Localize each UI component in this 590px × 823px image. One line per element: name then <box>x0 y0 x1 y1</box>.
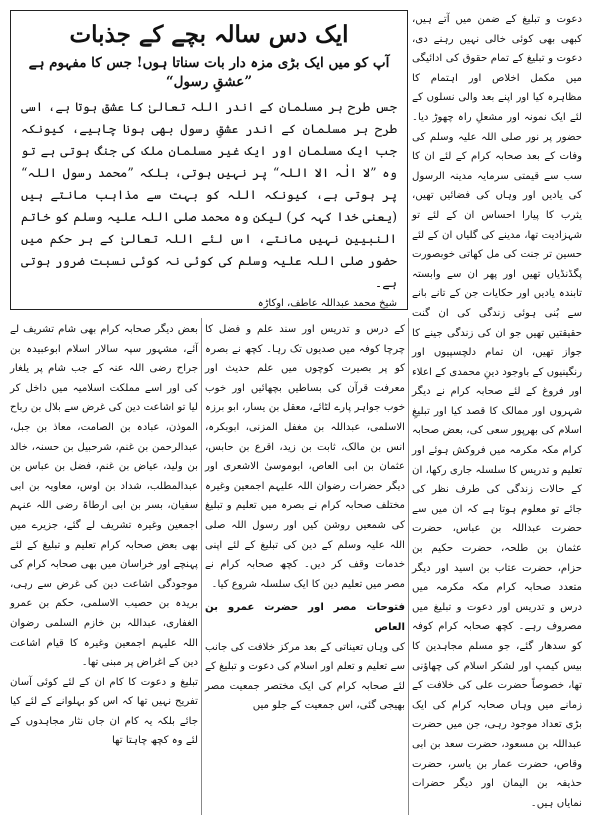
column-middle <box>205 320 405 815</box>
column-divider-right <box>408 318 409 815</box>
column-right-text: دعوت و تبلیغ کے ضمن میں آتے ہیں، کبھی بھی کوئی خالی نہیں رہنے دی، دعوت و تبلیغ کے تمام حقوق کی ادائیگی میں مکمل اخلاص اور اہتمام کا مظاہرہ کیا اور اپنے بعد والی نسلوں کے لئے ایک نمونہ اور مشعلِ راہ چھوڑ دیا۔ حضور پر نور صلی اللہ علیہ وسلم کی وفات کے بعد صحابہ کرام کے لئے ان کا سب سے قیمتی سرمایہ مدینہ الرسول کی یادیں اور وہاں کی فضائیں تھیں، یثرب کا پیارا احساس ان کے لئے تو شہزادیت تھا، مدینے کی گلیاں ان کے لئے حسین تر جنت کی مل کھاتی خوبصورت پگڈنڈیاں تھیں اور پھر ان سے وابستہ تابندہ یادیں اور حکایات جن کے تانے بانے سے بُنی ہوئی زندگی کی ان گنت حقیقتیں تھیں جو ان کی زندگی جینے کا جواز تھیں، ان تمام دلچسپیوں اور رنگینیوں کے باوجود دینِ محمدی کے اعلاء اور فروغ کے لئے صحابہ کرام نے دیگر شہروں اور ممالک کا قصد کیا اور تبلیغِ اسلام کی بھرپور سعی کی، بعض صحابہ کرام مکہ مکرمہ میں فروکش ہوئے اور تعلیم و تدریس کا سلسلہ جاری رکھا، ان کے حالات زندگی کی طرف نظر کی جائے تو معلوم ہوتا ہے کہ ان میں سے حضرت عبداللہ بن عباس، حضرت عثمان بن طلحہ، حضرت حکیم بن حزام، حضرت عتاب بن اسید اور دیگر متعدد صحابہ کرام مکہ مکرمہ میں درس و تدریس اور دعوت و تبلیغ میں مصروف رہے۔ کچھ صحابہ کرام کوفہ کو سدھار گئے، جو مسلم مجاہدین کا بیس کیمپ اور لشکر اسلام کی چھاؤنی تھا، خصوصاً حضرت علی کی خلافت کے زمانے میں وہاں صحابہ کرام کی ایک بڑی تعداد موجود رہی، جن میں حضرت عبداللہ بن مسعود، حضرت سعد بن ابی وقاص، حضرت عمار بن یاسر، حضرت حذیفہ بن الیمان اور دیگر حضرات نمایاں ہیں۔ <box>412 14 582 809</box>
article-body: جس طرح ہر مسلمان کے اندر اللہ تعالیٰ کا عشق ہوتا ہے، اسی طرح ہر مسلمان کے اندر عشقِ رسول بھی ہونا چاہیے، کیونکہ جب ایک مسلمان اور ایک غیر مسلمان ملک کی جنگ ہوتی ہے تو وہ ”لا الٰہ الا اللہ“ پر نہیں ہوتی، بلکہ ”محمد رسول اللہ“ پر ہوتی ہے، کیونکہ اللہ کو بہت سے مذاہب مانتے ہیں (یعنی خدا کہہ کر) لیکن وہ محمد صلی اللہ علیہ وسلم کو خاتم النبیین نہیں مانتے، اس لئے اللہ تعالیٰ کے ہر حکم میں حضور صلی اللہ علیہ وسلم کی کوئی نہ کوئی نسبت ضرور ہوتی ہے۔ <box>21 99 397 290</box>
column-middle-subheading: فتوحات مصر اور حضرت عمرو بن العاص <box>205 602 405 633</box>
column-left-tail: تبلیغ و دعوت کا کام ان کے لئے کوئی آسان تفریح نہیں تھا کہ اس کو بہلوانے کے لئے کیا جائے بلکہ یہ کام ان جاں نثار مجاہدوں کے لئے وہ کچھ چاہتا تھا <box>10 676 198 747</box>
article-lead: آپ کو میں ایک بڑی مزہ دار بات سناتا ہوں! جس کا مفہوم ہے ”عشقِ رسول“ <box>28 55 390 90</box>
article-byline: شیخ محمد عبداللہ عاطف، اوکاڑہ <box>257 298 397 309</box>
column-middle-tail: کی وہاں تعیناتی کے بعد مرکز خلافت کی جانب سے تعلیم و تعلم اور اسلام کی دعوت و تبلیغ کے لئے صحابہ کرام کی ایک مختصر جمعیت مصر بھیجی گئی، اس جمعیت کے جلو میں <box>205 641 405 712</box>
column-left-text: بعض دیگر صحابہ کرام بھی شام تشریف لے آئے، مشہور سپہ سالار اسلام ابوعبیدہ بن جراح رضی اللہ عنہ کے جب شام پر یلغار کی اور اسے مملکت اسلامیہ میں داخل کر لیا تو اشاعت دین کی غرض سے بلال بن رباح الموذن، عبادہ بن الصامت، معاذ بن جبل، عبدالرحمن بن غنم، شرحبیل بن حسنہ، خالد بن ولید، عیاض بن غنم، فضل بن عباس بن عبدالمطلب، شداد بن اوس، معاویہ بن ابی سفیان، بسر بن ابی ارطاۃ رضی اللہ عنہم اجمعین وغیرہ تشریف لے گئے، جزیرے میں بھی بعض صحابہ کرام تعلیم و تبلیغ کے لئے پہنچے اور خراسان میں بھی صحابہ کرام کی موجودگی اشاعت دین کی غرض سے رہی، بریدہ بن حصیب الاسلمی، حکم بن عمرو الغفاری، عبداللہ بن خازم السلمی رضوان اللہ علیہم اجمعین وغیرہ کا قیام اشاعت دین کے اغراض پر مبنی تھا۔ <box>10 324 198 669</box>
column-left <box>10 320 198 815</box>
article-title: ایک دس سالہ بچے کے جذبات <box>69 21 349 48</box>
column-right <box>412 10 582 815</box>
column-divider-left <box>201 318 202 815</box>
column-middle-text: کے درس و تدریس اور سند علم و فضل کا چرچا کوفہ میں صدیوں تک رہا۔ کچھ نے بصرہ کو پر بصیرت کوچوں میں علم حدیث اور معرفت قرآن کی بساطیں بچھائیں اور خوب خوب جواہر پارے لٹائے، معقل بن یسار، ابو برزہ الاسلمی، عبداللہ بن مغفل المزنی، ابوبکرہ، انس بن مالک، ثابت بن زید، اقرع بن حابس، عثمان بن ابی العاص، ابوموسیٰ الاشعری اور دیگر حضرات رضوان اللہ علیہم اجمعین وغیرہ مختلف صحابہ کرام نے بصرہ میں تعلیم و تبلیغ کی شمعیں روشن کیں اور رسول اللہ صلی اللہ علیہ وسلم کے دین کی تبلیغ کے لئے اپنی خدمات وقف کر دیں۔ کچھ صحابہ کرام نے مصر میں تعلیم دین کا ایک سلسلہ شروع کیا۔ <box>205 324 405 590</box>
boxed-article <box>10 10 408 310</box>
